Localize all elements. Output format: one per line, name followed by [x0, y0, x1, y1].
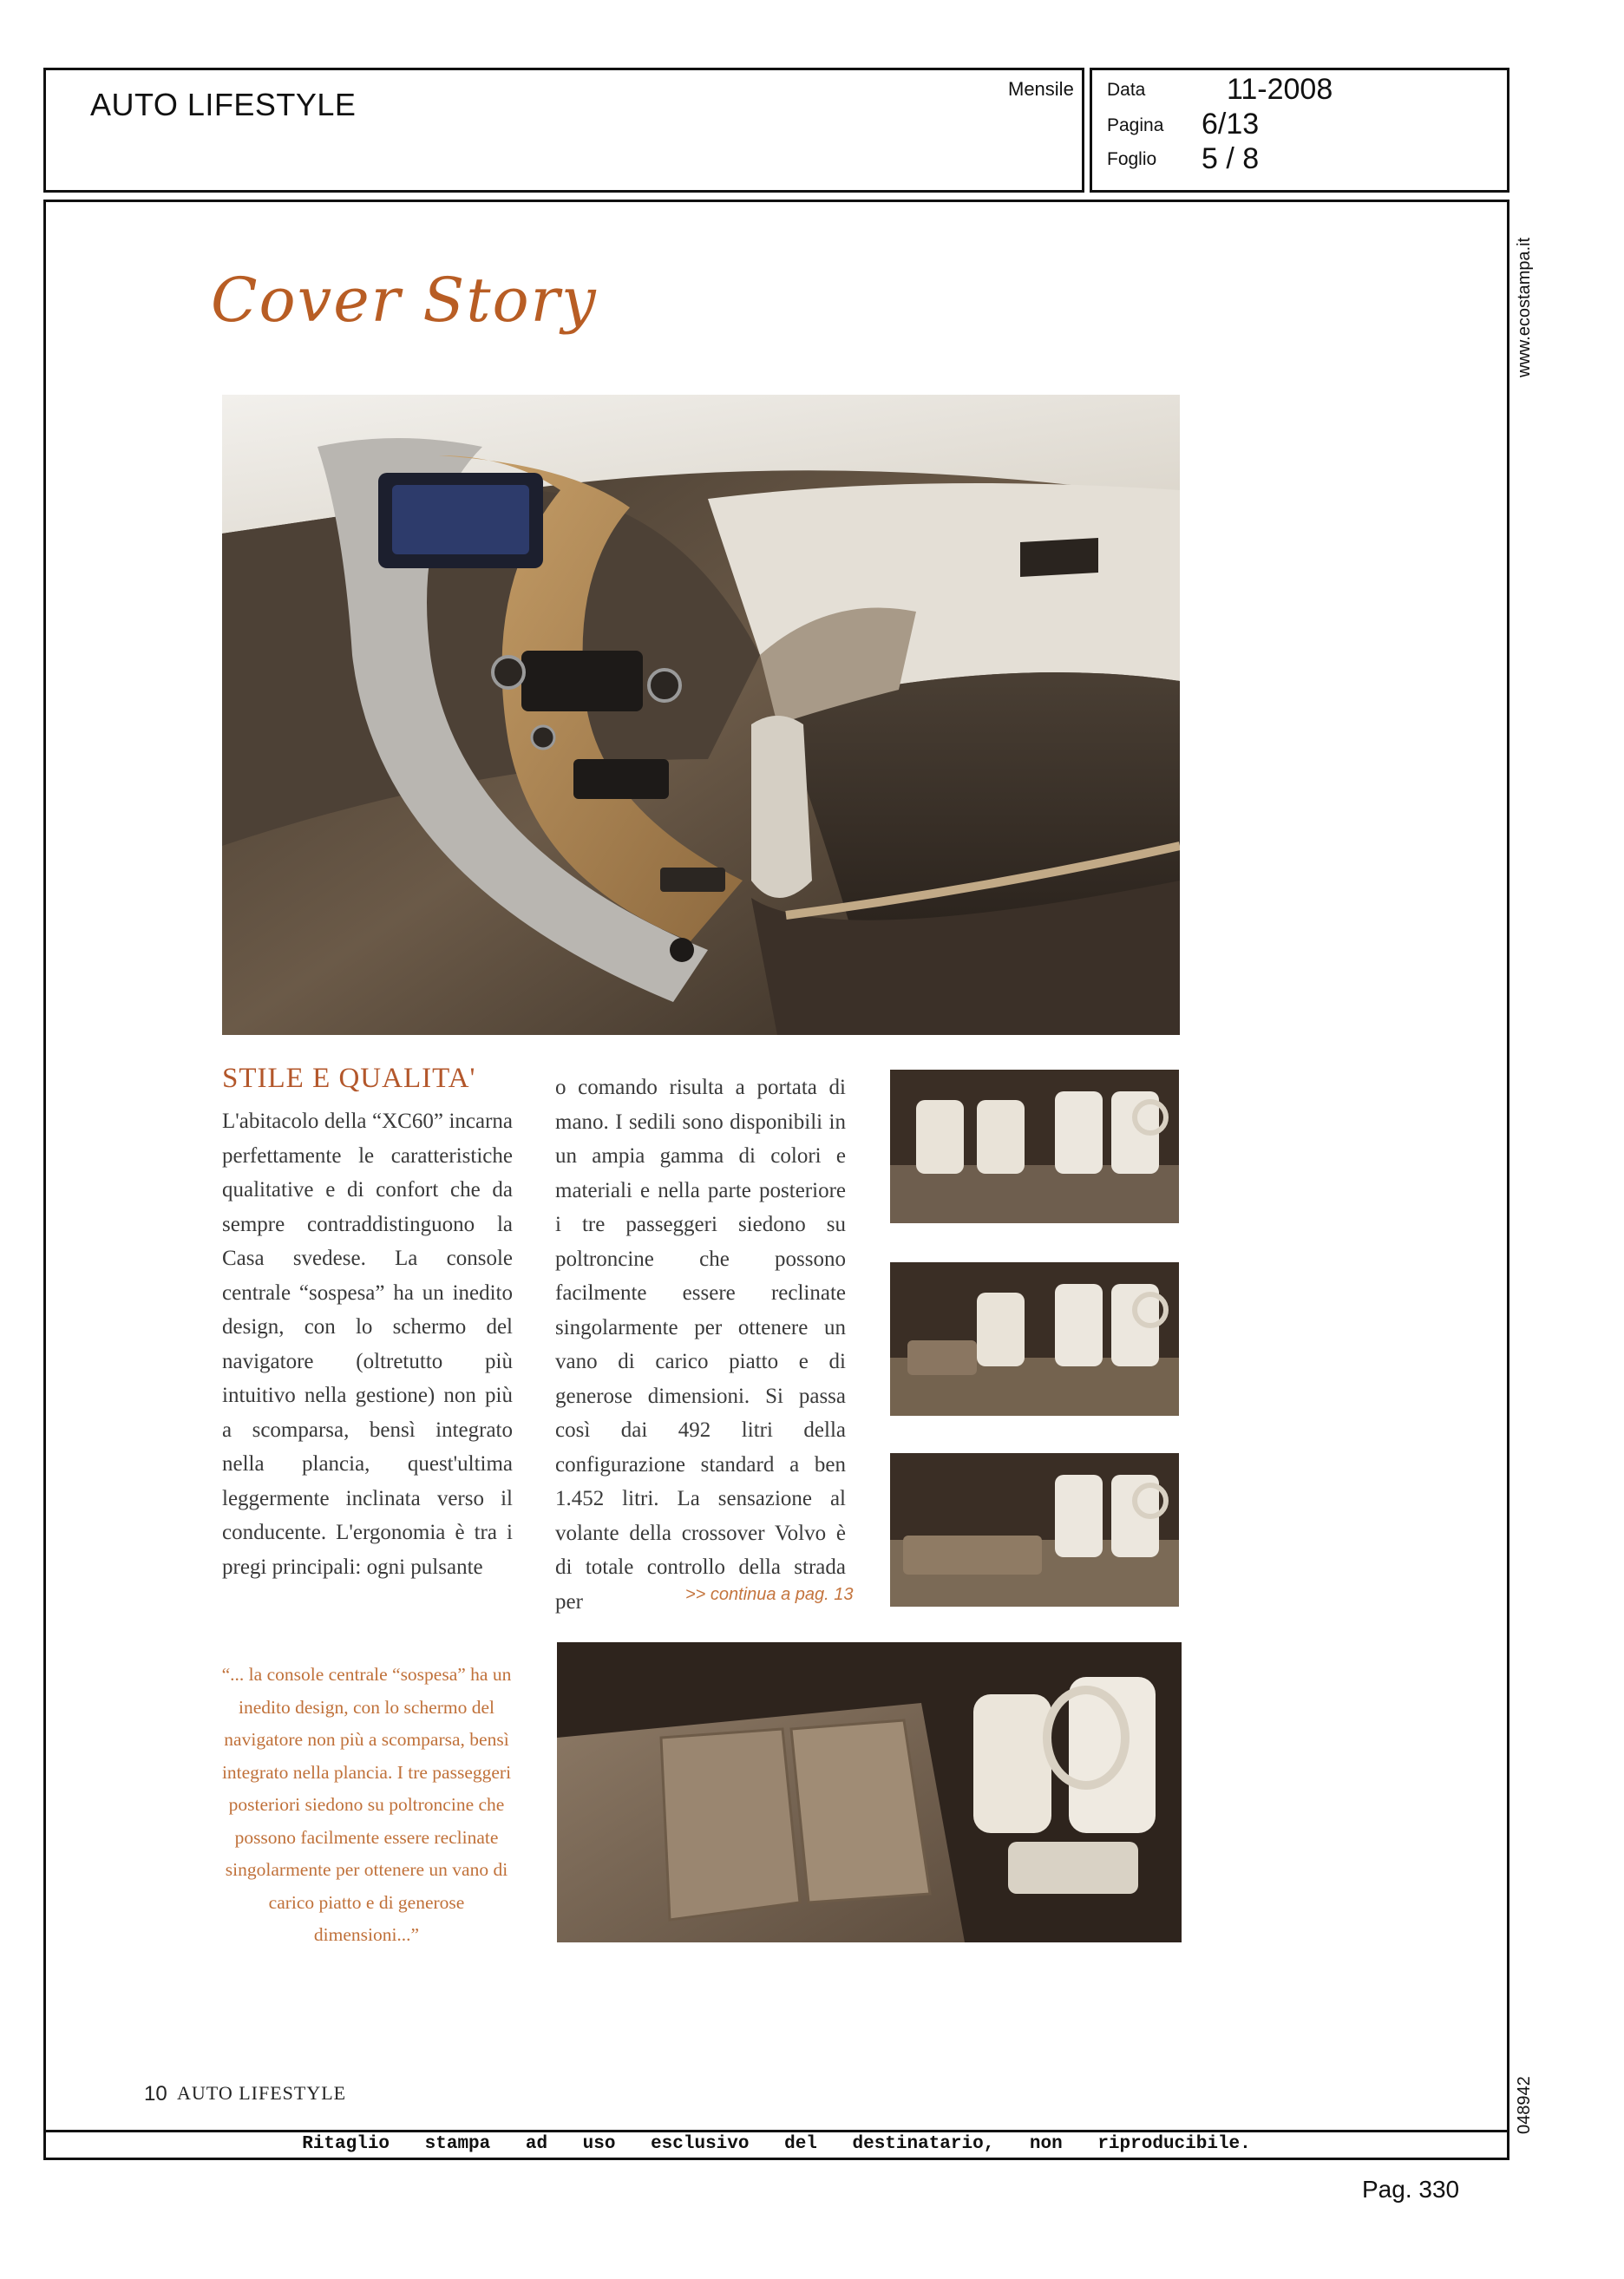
- article-headline: STILE E QUALITA': [222, 1063, 476, 1094]
- date-value: 11-2008: [1227, 73, 1333, 106]
- page-reference: Pag. 330: [1362, 2176, 1460, 2203]
- page-value: 6/13: [1202, 108, 1260, 141]
- seat-config-photo-1: [890, 1070, 1179, 1223]
- continued-note: >> continua a pag. 13: [685, 1585, 854, 1604]
- seat-config-photo-2: [890, 1262, 1179, 1416]
- folio-brand: AUTO LIFESTYLE: [177, 2082, 347, 2104]
- folio-number: 10: [144, 2082, 167, 2105]
- footer-divider: [43, 2130, 1509, 2132]
- periodicity-label: Mensile: [1008, 78, 1074, 100]
- sheet-value: 5 / 8: [1202, 142, 1260, 175]
- disclaimer: Ritaglio stampa ad uso esclusivo del destinatario, non riproducibile.: [302, 2134, 1251, 2154]
- page-label: Pagina: [1107, 115, 1164, 135]
- publication-name: AUTO LIFESTYLE: [90, 87, 357, 122]
- interior-photo: [222, 395, 1180, 1035]
- date-label: Data: [1107, 80, 1146, 100]
- side-website: www.ecostampa.it: [1515, 237, 1534, 377]
- seat-config-photo-3: [890, 1453, 1179, 1607]
- article-column-2: o comando risulta a portata di mano. I sedili sono disponibili in un ampia gamma di colori e materiali e nella parte posteriore i tre passeggeri siedono su poltroncine che possono facilmente essere reclinate singolarmente per ottenere un vano di carico piatto e di generose dimensioni. Si passa così dai 492 litri della configurazione standard a ben 1.452 litri. La sensazione al volante della crossover Volvo è di totale controllo della strada per: [555, 1076, 846, 1614]
- section-title: Cover Story: [211, 265, 598, 336]
- sheet-label: Foglio: [1107, 149, 1157, 169]
- side-code: 048942: [1515, 2076, 1534, 2134]
- pull-quote: “... la console centrale “sospesa” ha un inedito design, con lo schermo del navigatore non più a scomparsa, bensì integrato nella plancia. I tre passeggeri posteriori siedono su poltroncine che possono facilmente essere reclinate singolarmente per ottenere un vano di carico piatto e di generose dimensioni...”: [221, 1664, 512, 1945]
- article-column-1: L'abitacolo della “XC60” incarna perfettamente le caratteristiche qualitative e di confort che da sempre contraddistinguono la Casa svedese. La console centrale “sospesa” ha un inedito design, con lo schermo del navigatore (oltretutto più intuitivo nella gestione) non più a scomparsa, bensì integrato nella plancia, quest'ultima leggermente inclinata verso il conducente. L'ergonomia è tra i pregi principali: ogni pulsante: [222, 1110, 513, 1579]
- cargo-photo: [557, 1642, 1182, 1942]
